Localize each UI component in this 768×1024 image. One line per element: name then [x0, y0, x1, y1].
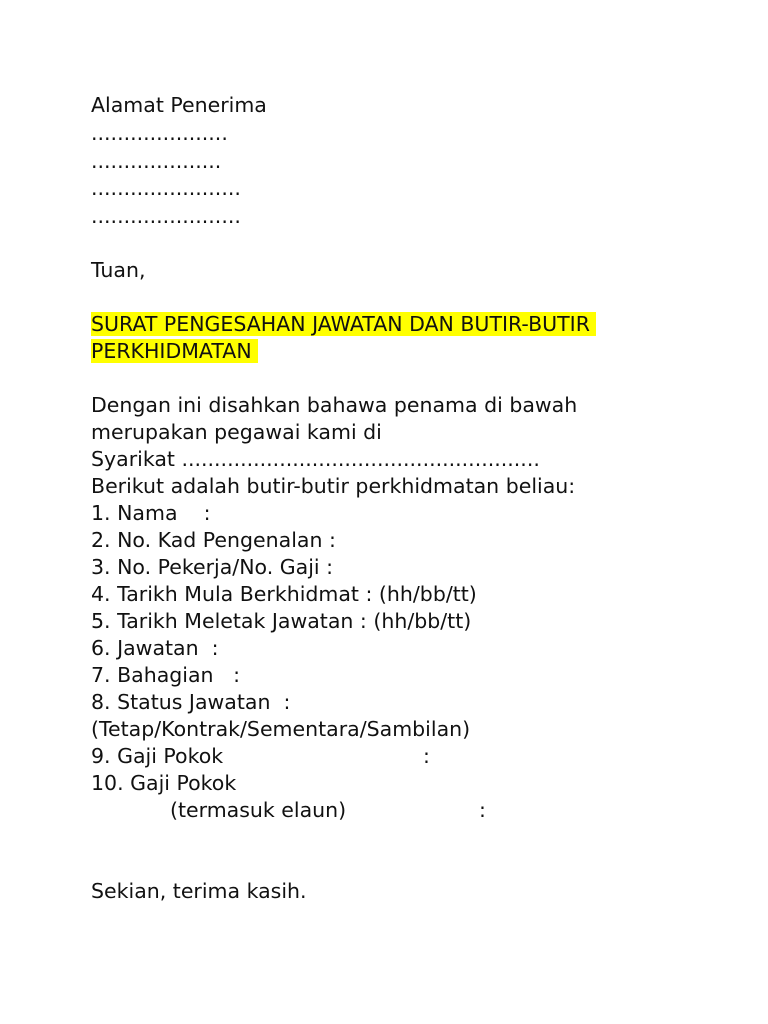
recipient-line-3: ....................... — [91, 176, 241, 200]
item-status-jawatan: 8. Status Jawatan : — [91, 690, 291, 714]
body-line-4: Berikut adalah butir-butir perkhidmatan beliau: — [91, 474, 576, 498]
body-line-3: Syarikat ....................................................... — [91, 447, 540, 471]
recipient-line-2: .................... — [91, 149, 222, 173]
title-highlight-1: SURAT PENGESAHAN JAWATAN DAN BUTIR-BUTIR — [91, 312, 597, 336]
item-bahagian: 7. Bahagian : — [91, 663, 240, 687]
recipient-heading: Alamat Penerima — [91, 93, 267, 117]
item-tarikh-mula: 4. Tarikh Mula Berkhidmat : (hh/bb/tt) — [91, 582, 477, 606]
title-highlight-2: PERKHIDMATAN — [91, 339, 259, 363]
item-kad-pengenalan: 2. No. Kad Pengenalan : — [91, 528, 336, 552]
item-gaji-elaun-note: (termasuk elaun) — [170, 798, 347, 822]
recipient-line-4: ....................... — [91, 204, 241, 228]
body-line-1: Dengan ini disahkan bahawa penama di bawah — [91, 393, 578, 417]
recipient-line-1: ..................... — [91, 121, 228, 145]
item-no-pekerja: 3. No. Pekerja/No. Gaji : — [91, 555, 334, 579]
body-line-2: merupakan pegawai kami di — [91, 420, 382, 444]
item-gaji-pokok: 9. Gaji Pokok — [91, 744, 224, 768]
closing: Sekian, terima kasih. — [91, 879, 307, 903]
document-title-line-1 — [91, 311, 596, 338]
item-nama: 1. Nama : — [91, 501, 211, 525]
item-jawatan: 6. Jawatan : — [91, 636, 219, 660]
item-gaji-pokok-elaun: 10. Gaji Pokok — [91, 771, 237, 795]
document-title-line-2 — [91, 338, 258, 365]
salutation: Tuan, — [91, 258, 146, 282]
item-gaji-elaun-colon: : — [479, 798, 486, 822]
item-status-options: (Tetap/Kontrak/Sementara/Sambilan) — [91, 717, 471, 741]
item-gaji-pokok-colon: : — [423, 744, 430, 768]
item-tarikh-meletak: 5. Tarikh Meletak Jawatan : (hh/bb/tt) — [91, 609, 472, 633]
